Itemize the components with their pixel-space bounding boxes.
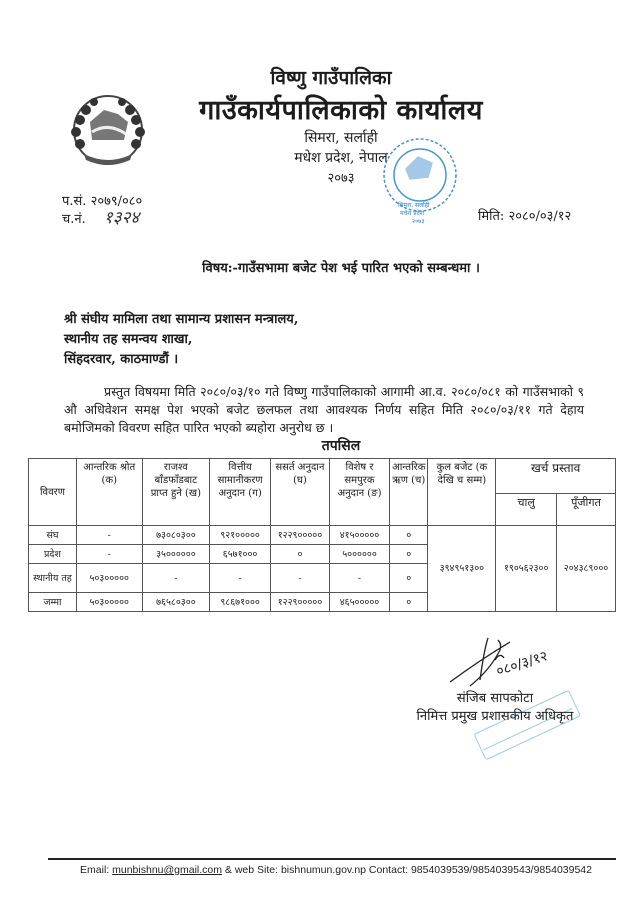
cell-internal: - [76, 526, 142, 545]
table-title: तपसिल [321, 438, 361, 454]
cell-conditional: ० [270, 545, 329, 564]
signatory-title: निमित्त प्रमुख प्रशासकीय अधिकृत [416, 709, 574, 724]
cell-total-budget: ३९४९५१३०० [428, 526, 496, 612]
cell-fiscal-equalization: - [210, 564, 271, 593]
budget-table [28, 458, 616, 612]
office-location: सिमरा, सर्लाही [304, 130, 378, 146]
cell-description: स्थानीय तह [29, 564, 77, 593]
cell-recurrent: १९०५६२३०० [496, 526, 557, 612]
contact-numbers: 9854039539/9854039543/9854039542 [410, 864, 592, 876]
addressee-line: स्थानीय तह समन्वय शाखा, [64, 332, 193, 347]
date-label: मिति: [478, 209, 505, 224]
office-seal-stamp-icon [370, 135, 470, 230]
cell-internal-loan: ० [390, 593, 428, 612]
cell-revenue-share: - [142, 564, 210, 593]
reference-block [62, 194, 142, 228]
cell-revenue-share: ७३०८०३०० [142, 526, 210, 545]
cell-special: ५०००००० [329, 545, 389, 564]
cell-internal: - [76, 545, 142, 564]
cell-conditional: - [270, 564, 329, 593]
cell-special: - [329, 564, 389, 593]
cell-conditional: १२२९००००० [270, 526, 329, 545]
addressee-line: सिंहदरवार, काठमाण्डौं । [64, 352, 179, 367]
footer-contact [0, 864, 642, 876]
email-link[interactable]: munbishnu@gmail.com [112, 864, 222, 876]
svg-text:मधेश प्रदेश: मधेश प्रदेश [400, 210, 424, 217]
municipality-name: विष्णु गाउँपालिका [270, 67, 392, 89]
web-link[interactable]: bishnumun.gov.np [280, 864, 366, 876]
addressee-block [64, 310, 298, 370]
cell-fiscal-equalization: ९८६७१००० [210, 593, 271, 612]
svg-text:२०७३: २०७३ [412, 218, 425, 225]
col-header-special: विशेष र समपुरक अनुदान (ङ) [329, 459, 389, 526]
col-header-expenditure: खर्च प्रस्ताव [496, 459, 616, 494]
cell-description: संघ [29, 526, 77, 545]
col-header-internal-loan: आन्तरिक ऋण (च) [390, 459, 428, 526]
col-header-internal: आन्तरिक श्रोत (क) [76, 459, 142, 526]
cell-description: जम्मा [29, 593, 77, 612]
cell-internal-loan: ० [390, 526, 428, 545]
signature-date: ०८०/३/१२ [494, 648, 550, 680]
cell-description: प्रदेश [29, 545, 77, 564]
fiscal-number: २०७९/०८० [90, 194, 143, 209]
cell-internal-loan: ० [390, 564, 428, 593]
addressee-line: श्री संघीय मामिला तथा सामान्य प्रशासन मन्त्रालय, [64, 312, 299, 327]
cell-fiscal-equalization: ९२१००००० [210, 526, 271, 545]
established-year: २०७३ [327, 171, 355, 186]
col-header-recurrent: चालु [496, 494, 557, 526]
signatory-name: संजिब सापकोटा [456, 691, 534, 706]
cell-conditional: १२२९००००० [270, 593, 329, 612]
cell-internal: ५०३००००० [76, 564, 142, 593]
col-header-fiscal-equalization: वित्तीय सामानीकरण अनुदान (ग) [210, 459, 271, 526]
letter-subject: विषय:-गाउँसभामा बजेट पेश भई पारित भएको सम्बन्धमा । [202, 261, 480, 276]
letter-body: प्रस्तुत विषयमा मिति २०८०/०३/१० गते विष्णु गाउँपालिकाको आगामी आ.व. २०८०/०८१ को गाउँसभाको ९ औ अधिवेशन समक्ष पेश भएको बजेट छलफल तथा आवश्यक निर्णय सहित मिति २०८०/०३/११ गते देहाय बमोजिमको विवरण सहित पारित भएको ब्यहोरा अनुरोध छ । [64, 384, 584, 435]
cell-capital: २०४३८९००० [557, 526, 616, 612]
cell-revenue-share: ३५०००००० [142, 545, 210, 564]
col-header-total-budget: कुल बजेट (क देखि च सम्म) [428, 459, 496, 526]
footer-divider [48, 858, 616, 860]
col-header-revenue-share: राजश्व बाँडफाँडबाट प्राप्त हुने (ख) [142, 459, 210, 526]
svg-text:सिमरा, सर्लाही: सिमरा, सर्लाही [398, 202, 430, 209]
cell-special: ४६५००००० [329, 593, 389, 612]
col-header-capital: पूँजीगत [557, 494, 616, 526]
office-province: मधेश प्रदेश, नेपाल [294, 150, 388, 166]
dispatch-number-label: च.नं. [62, 212, 86, 227]
dispatch-number-row [62, 210, 142, 228]
web-label: & web Site: [224, 864, 279, 876]
cell-revenue-share: ७६५८०३०० [142, 593, 210, 612]
cell-internal: ५०३००००० [76, 593, 142, 612]
col-header-conditional: ससर्त अनुदान (घ) [270, 459, 329, 526]
date-value: २०८०/०३/१२ [508, 209, 572, 224]
handwritten-signature-icon [440, 630, 580, 690]
cell-fiscal-equalization: ६५७१००० [210, 545, 271, 564]
table-row [29, 526, 616, 545]
contact-label: Contact: [368, 864, 409, 876]
cell-special: ४१५००००० [329, 526, 389, 545]
letter-date [478, 206, 571, 224]
col-header-description: विवरण [29, 459, 77, 526]
table-header-row [29, 459, 616, 494]
dispatch-number: १३२४ [103, 208, 140, 228]
office-name: गाउँकार्यपालिकाको कार्यालय [199, 95, 483, 126]
email-label: Email: [80, 864, 110, 876]
fiscal-number-label: प.सं. [62, 194, 87, 209]
cell-internal-loan: ० [390, 545, 428, 564]
